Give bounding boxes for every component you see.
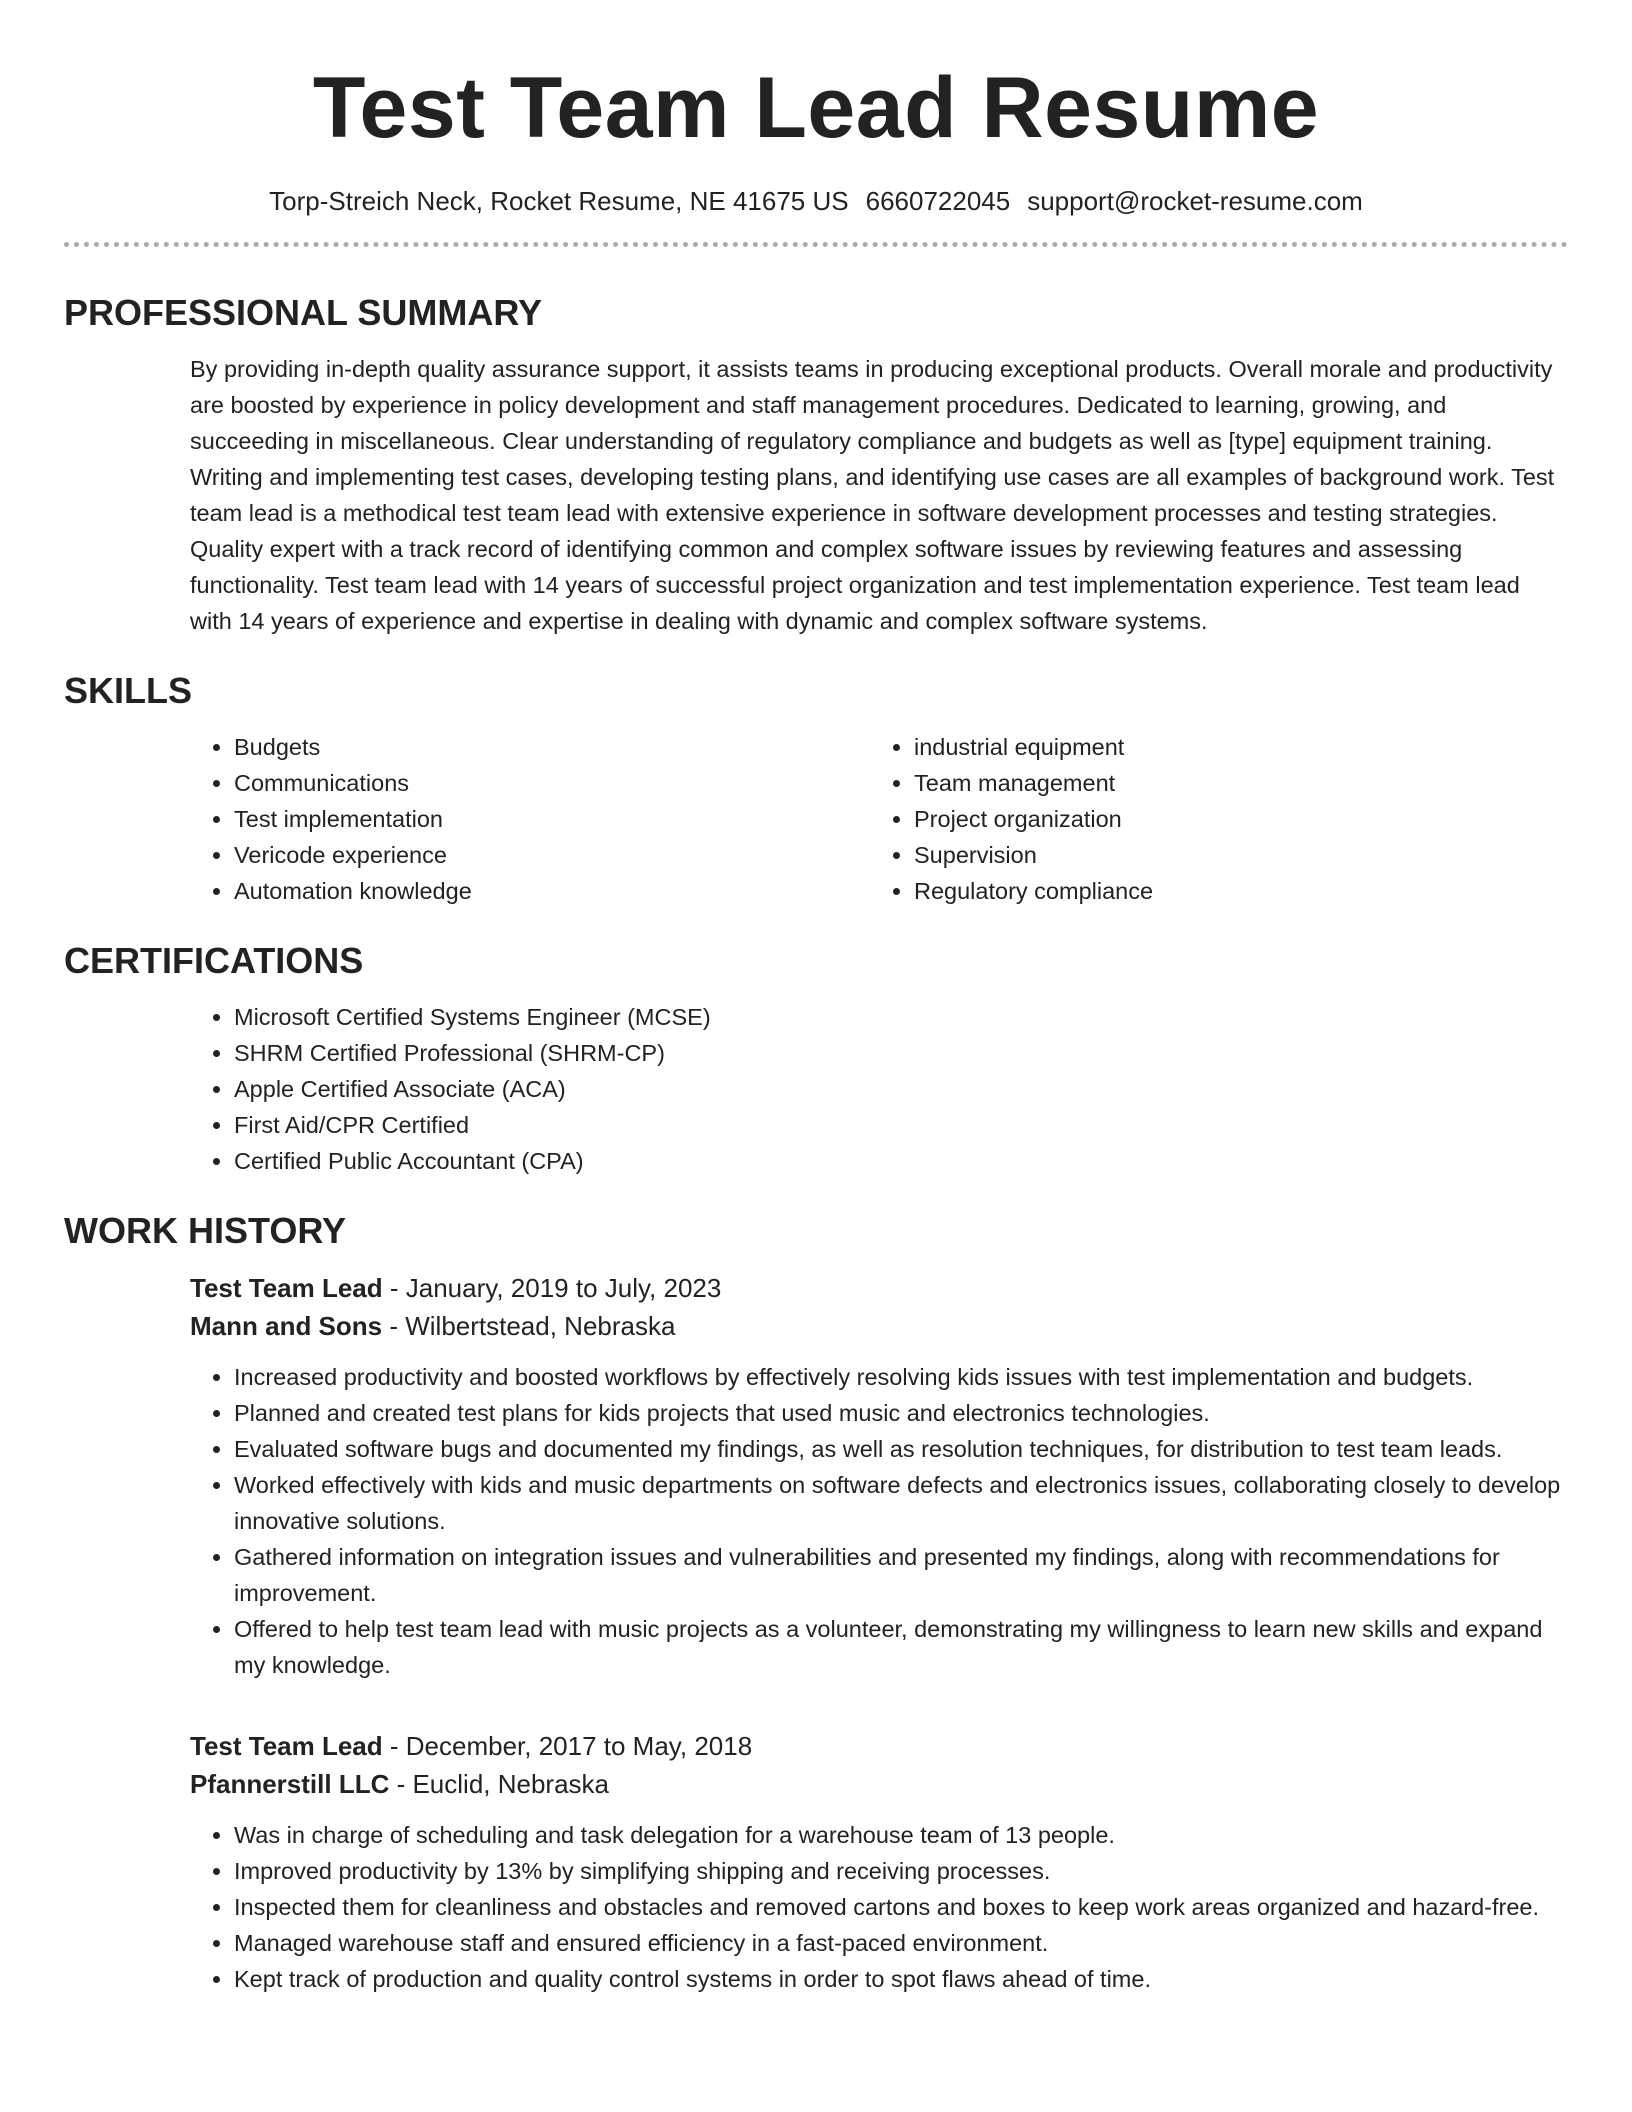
- skill-item: • Automation knowledge: [234, 873, 870, 909]
- job-dates: - January, 2019 to July, 2023: [382, 1273, 722, 1303]
- contact-email: support@rocket-resume.com: [1027, 186, 1363, 216]
- job-role-line: [190, 1269, 1568, 1307]
- job-role: Test Team Lead: [190, 1273, 383, 1303]
- skill-item: • industrial equipment: [914, 729, 1568, 765]
- job-entry: [190, 1727, 1568, 1997]
- job-bullet: • Evaluated software bugs and documented my findings, as well as resolution techniques, for distribution to test team leads.: [234, 1431, 1568, 1467]
- job-entry: [190, 1269, 1568, 1683]
- job-company: Pfannerstill LLC: [190, 1769, 390, 1799]
- skills-body: [64, 713, 1568, 909]
- skill-item: • Vericode experience: [234, 837, 870, 873]
- skill-item: • Budgets: [234, 729, 870, 765]
- skills-section: [64, 669, 1568, 909]
- job-bullet: • Increased productivity and boosted workflows by effectively resolving kids issues with test implementation and budgets.: [234, 1359, 1568, 1395]
- job-company-line: [190, 1765, 1568, 1803]
- job-bullet: • Planned and created test plans for kids projects that used music and electronics technologies.: [234, 1395, 1568, 1431]
- skill-item: • Project organization: [914, 801, 1568, 837]
- certification-item: • First Aid/CPR Certified: [234, 1107, 1568, 1143]
- job-location: - Euclid, Nebraska: [389, 1769, 610, 1799]
- resume-title: Test Team Lead Resume: [312, 60, 1320, 156]
- contact-line: [64, 186, 1568, 217]
- job-company-line: [190, 1307, 1568, 1345]
- summary-body: [64, 335, 1568, 639]
- job-location: - Wilbertstead, Nebraska: [382, 1311, 676, 1341]
- summary-heading: PROFESSIONAL SUMMARY: [64, 292, 543, 333]
- job-bullets: [190, 1817, 1568, 1997]
- header-divider: [64, 242, 1568, 247]
- skills-heading: SKILLS: [64, 670, 193, 711]
- certification-item: • Certified Public Accountant (CPA): [234, 1143, 1568, 1179]
- job-bullet: • Gathered information on integration issues and vulnerabilities and presented my findings, along with recommendations for improvement.: [234, 1539, 1568, 1611]
- resume-header: [64, 0, 1568, 217]
- job-bullet: • Was in charge of scheduling and task delegation for a warehouse team of 13 people.: [234, 1817, 1568, 1853]
- skill-item: • Team management: [914, 765, 1568, 801]
- skill-item: • Test implementation: [234, 801, 870, 837]
- summary-text: By providing in-depth quality assurance support, it assists teams in producing exceptional products. Overall morale and productivity are boosted by experience in policy development and staff management procedures. Dedicated to learning, growing, and succeeding in miscellaneous. Clear understanding of regulatory compliance and budgets as well as [type] equipment training. Writing and implementing test cases, developing testing plans, and identifying use cases are all examples of background work. Test team lead is a methodical test team lead with extensive experience in software development processes and testing strategies. Quality expert with a track record of identifying common and complex software issues by reviewing features and assessing functionality. Test team lead with 14 years of successful project organization and test implementation experience. Test team lead with 14 years of experience and expertise in dealing with dynamic and complex software systems.: [190, 356, 1555, 634]
- work-history-heading: WORK HISTORY: [64, 1210, 347, 1251]
- skill-item: • Communications: [234, 765, 870, 801]
- job-dates: - December, 2017 to May, 2018: [382, 1731, 753, 1761]
- work-history-body: [64, 1253, 1568, 1997]
- job-bullet: • Kept track of production and quality control systems in order to spot flaws ahead of time.: [234, 1961, 1568, 1997]
- job-bullet: • Managed warehouse staff and ensured efficiency in a fast-paced environment.: [234, 1925, 1568, 1961]
- contact-phone: 6660722045: [865, 186, 1011, 216]
- certifications-heading: CERTIFICATIONS: [64, 940, 364, 981]
- certification-item: • Apple Certified Associate (ACA): [234, 1071, 1568, 1107]
- summary-section: [64, 291, 1568, 639]
- skill-item: • Supervision: [914, 837, 1568, 873]
- certifications-section: [64, 939, 1568, 1179]
- skills-grid: [190, 729, 1568, 909]
- certifications-list: [190, 999, 1568, 1179]
- skills-list-right: [870, 729, 1568, 909]
- work-history-section: [64, 1209, 1568, 1997]
- certifications-body: [64, 983, 1568, 1179]
- job-company: Mann and Sons: [190, 1311, 383, 1341]
- job-role-line: [190, 1727, 1568, 1765]
- job-role: Test Team Lead: [190, 1731, 383, 1761]
- job-bullet: • Offered to help test team lead with music projects as a volunteer, demonstrating my willingness to learn new skills and expand my knowledge.: [234, 1611, 1568, 1683]
- skill-item: • Regulatory compliance: [914, 873, 1568, 909]
- certification-item: • SHRM Certified Professional (SHRM-CP): [234, 1035, 1568, 1071]
- job-bullet: • Improved productivity by 13% by simplifying shipping and receiving processes.: [234, 1853, 1568, 1889]
- skills-list-left: [190, 729, 870, 909]
- contact-address: Torp-Streich Neck, Rocket Resume, NE 41675 US: [269, 186, 849, 216]
- job-bullet: • Worked effectively with kids and music departments on software defects and electronics issues, collaborating closely to develop innovative solutions.: [234, 1467, 1568, 1539]
- job-bullets: [190, 1359, 1568, 1683]
- certification-item: • Microsoft Certified Systems Engineer (MCSE): [234, 999, 1568, 1035]
- job-bullet: • Inspected them for cleanliness and obstacles and removed cartons and boxes to keep work areas organized and hazard-free.: [234, 1889, 1568, 1925]
